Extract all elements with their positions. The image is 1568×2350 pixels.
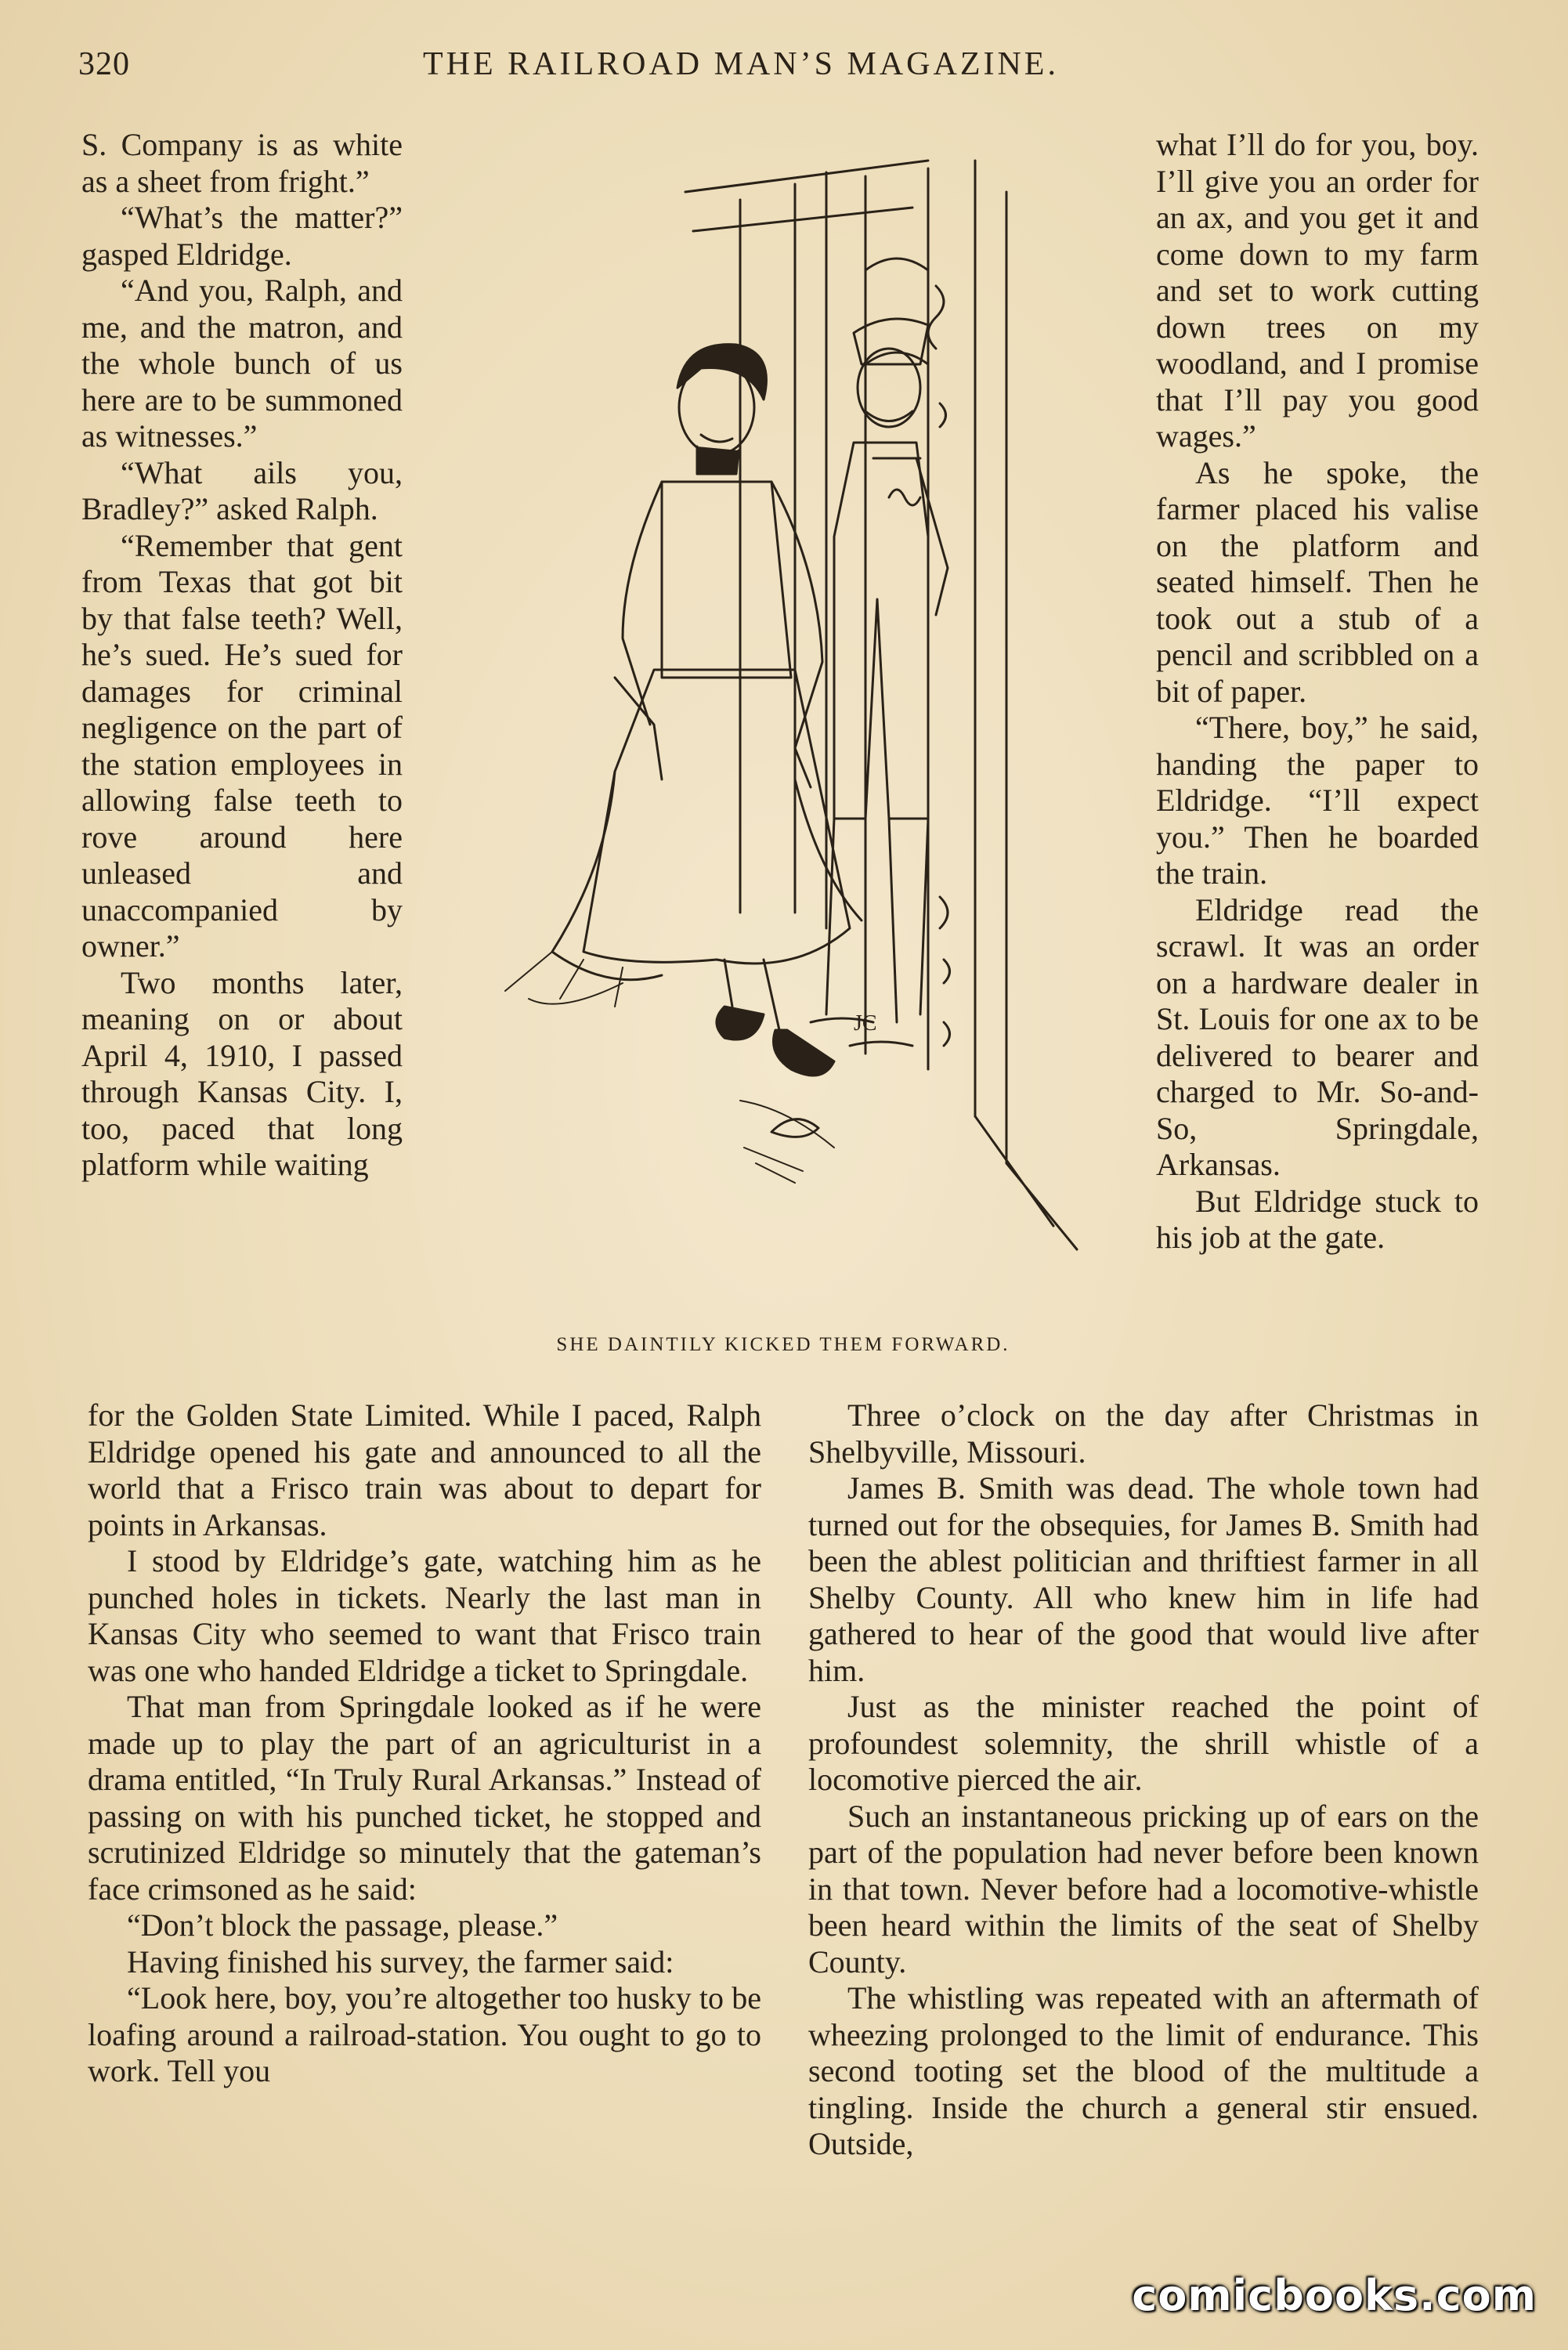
text-column-bottom-right [808,1397,1479,2163]
paragraph: “Remember that gent from Texas that got bit by that false teeth? Well, he’s sued. He’s sued for damages for criminal negligence on the part of the station employees in allowing false teeth to rove around here unleased and unaccompanied by owner.” [81,527,403,964]
text-column-left-narrow [81,127,403,1184]
paragraph: “What ails you, Bradley?” asked Ralph. [81,454,403,526]
paragraph: As he spoke, the farmer placed his valise on the platform and seated himself. Then he took out a stub of a pencil and scribbled on a bit of paper. [1156,454,1479,709]
paragraph: Having finished his survey, the farmer said: [127,1943,674,1979]
story-illustration [427,129,1140,1328]
paragraph: for the Golden State Limited. While I paced, Ralph Eldridge opened his gate and announced to all the world that a Frisco train was about to depart for points in Arkansas. [88,1397,761,1542]
paragraph: Such an instantaneous pricking up of ears on the part of the population had never before been known in that town. Never before had a locomotive-whistle been heard within the limits of the seat of Shelby County. [808,1798,1479,1979]
running-head: THE RAILROAD MAN’S MAGAZINE. [423,46,1059,82]
text-column-bottom-left [88,1397,761,2090]
paragraph: “Look here, boy, you’re altogether too husky to be loafing around a railroad-station. You ought to go to work. Tell you [88,1980,761,2088]
paragraph: James B. Smith was dead. The whole town had turned out for the obsequies, for James B. Smith had been the ablest politician and thriftiest farmer in all Shelby County. All who knew him in life had gathered to hear of the good that would live after him. [808,1470,1479,1688]
paragraph: “And you, Ralph, and me, and the matron, and the whole bunch of us here are to be summoned as witnesses.” [81,273,403,454]
paragraph: But Eldridge stuck to his job at the gate. [1156,1183,1479,1255]
paragraph: “Don’t block the passage, please.” [127,1907,558,1943]
paragraph: “What’s the matter?” gasped Eldridge. [81,200,403,272]
paragraph: Eldridge read the scrawl. It was an order on a hardware dealer in St. Louis for one ax to be delivered to bearer and charged to Mr. So-and-So, Springdale, Arkansas. [1156,891,1479,1182]
illustration-caption: SHE DAINTILY KICKED THEM FORWARD. [556,1334,1010,1355]
paragraph: S. Company is as white as a sheet from fright.” [81,127,403,199]
paragraph: Just as the minister reached the point of profoundest solemnity, the shrill whistle of a locomotive pierced the air. [808,1689,1479,1797]
paragraph: “There, boy,” he said, handing the paper to Eldridge. “I’ll expect you.” Then he boarded the train. [1156,710,1479,891]
paragraph: I stood by Eldridge’s gate, watching him as he punched holes in tickets. Nearly the last man in Kansas City who seemed to want that Frisco train was one who handed Eldridge a ticket to Springdale. [88,1543,761,1688]
paragraph: what I’ll do for you, boy. I’ll give you an order for an ax, and you get it and come down to my farm and set to work cutting down trees on my woodland, and I promise that I’ll pay you good wages.” [1156,127,1479,454]
paragraph: That man from Springdale looked as if he were made up to play the part of an agriculturist in a drama entitled, “In Truly Rural Arkansas.” Instead of passing on with his punched ticket, he stopped and scrutinized Eldridge so minutely that the gateman’s face crimsoned as he said: [88,1689,761,1907]
illustrator-signature: JC [854,1011,877,1036]
page-number: 320 [78,46,130,82]
text-column-right-narrow [1156,127,1479,1256]
paragraph: Two months later, meaning on or about April 4, 1910, I passed through Kansas City. I, too, paced that long platform while waiting [81,964,403,1182]
paragraph: Three o’clock on the day after Christmas in Shelbyville, Missouri. [808,1397,1479,1470]
paragraph: The whistling was repeated with an aftermath of wheezing prolonged to the limit of endurance. This second tooting set the blood of the multitude a tingling. Inside the church a general stir ensued. Outside, [808,1980,1479,2161]
site-watermark: comicbooks.com [1132,2271,1537,2320]
